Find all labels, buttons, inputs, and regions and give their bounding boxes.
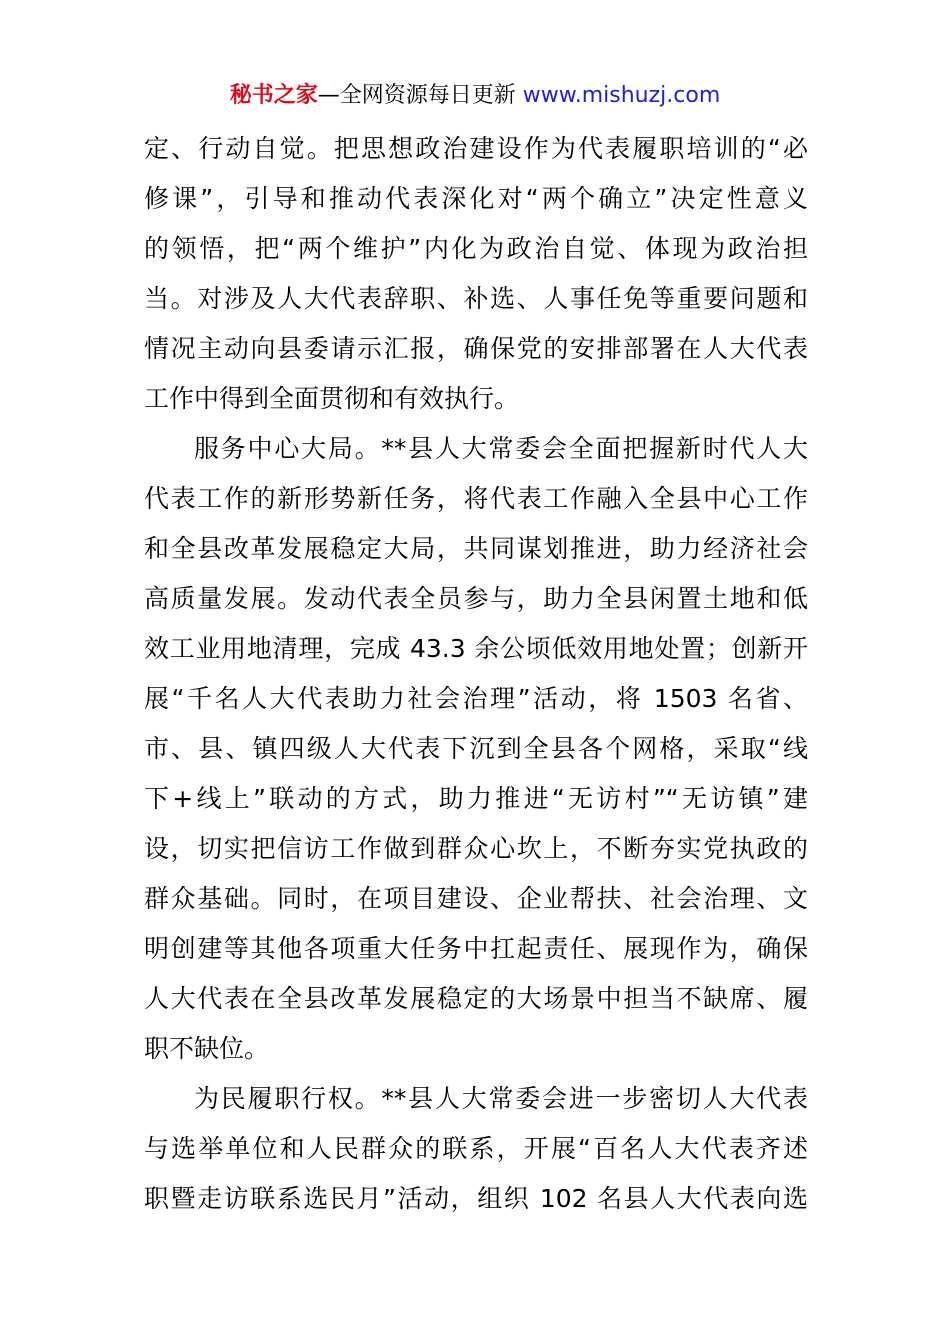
text-line: 代表工作的新形势新任务，将代表工作融入全县中心工作 [144, 484, 808, 513]
text-line: 情况主动向县委请示汇报，确保党的安排部署在人大代表 [144, 334, 808, 363]
header-url[interactable]: www.mishuzj.com [522, 83, 721, 108]
text-line: 设，切实把信访工作做到群众心坎上，不断夯实党执政的 [144, 834, 808, 863]
paragraph-3 [144, 1074, 808, 1224]
text-line: 效工业用地清理，完成 43.3 余公顷低效用地处置；创新开 [144, 634, 808, 663]
text-line: 高质量发展。发动代表全员参与，助力全县闲置土地和低 [144, 584, 808, 613]
document-body [144, 124, 808, 1224]
header-tagline: —全网资源每日更新 [317, 83, 523, 108]
text-line: 展“千名人大代表助力社会治理”活动，将 1503 名省、 [144, 684, 808, 713]
text-line: 的领悟，把“两个维护”内化为政治自觉、体现为政治担 [144, 234, 808, 263]
text-line: 定、行动自觉。把思想政治建设作为代表履职培训的“必 [144, 134, 808, 163]
text-line: 和全县改革发展稳定大局，共同谋划推进，助力经济社会 [144, 534, 808, 563]
text-line: 为民履职行权。**县人大常委会进一步密切人大代表 [194, 1084, 808, 1113]
text-line: 服务中心大局。**县人大常委会全面把握新时代人大 [194, 434, 808, 463]
text-line: 与选举单位和人民群众的联系，开展“百名人大代表齐述 [144, 1134, 808, 1163]
text-line: 修课”，引导和推动代表深化对“两个确立”决定性意义 [144, 184, 808, 213]
text-line: 职暨走访联系选民月”活动，组织 102 名县人大代表向选 [144, 1184, 808, 1213]
text-line: 群众基础。同时，在项目建设、企业帮扶、社会治理、文 [144, 884, 808, 913]
text-line: 工作中得到全面贯彻和有效执行。 [144, 384, 520, 413]
header-brand: 秘书之家 [229, 83, 318, 108]
paragraph-2 [144, 424, 808, 1074]
text-line: 当。对涉及人大代表辞职、补选、人事任免等重要问题和 [144, 284, 808, 313]
text-line: 职不缺位。 [144, 1034, 270, 1063]
text-line: 人大代表在全县改革发展稳定的大场景中担当不缺席、履 [144, 984, 808, 1013]
paragraph-1 [144, 124, 808, 424]
text-line: 明创建等其他各项重大任务中扛起责任、展现作为，确保 [144, 934, 808, 963]
text-line: 市、县、镇四级人大代表下沉到全县各个网格，采取“线 [144, 734, 808, 763]
page-header [0, 80, 950, 112]
text-line: 下+线上”联动的方式，助力推进“无访村”“无访镇”建 [144, 784, 808, 813]
